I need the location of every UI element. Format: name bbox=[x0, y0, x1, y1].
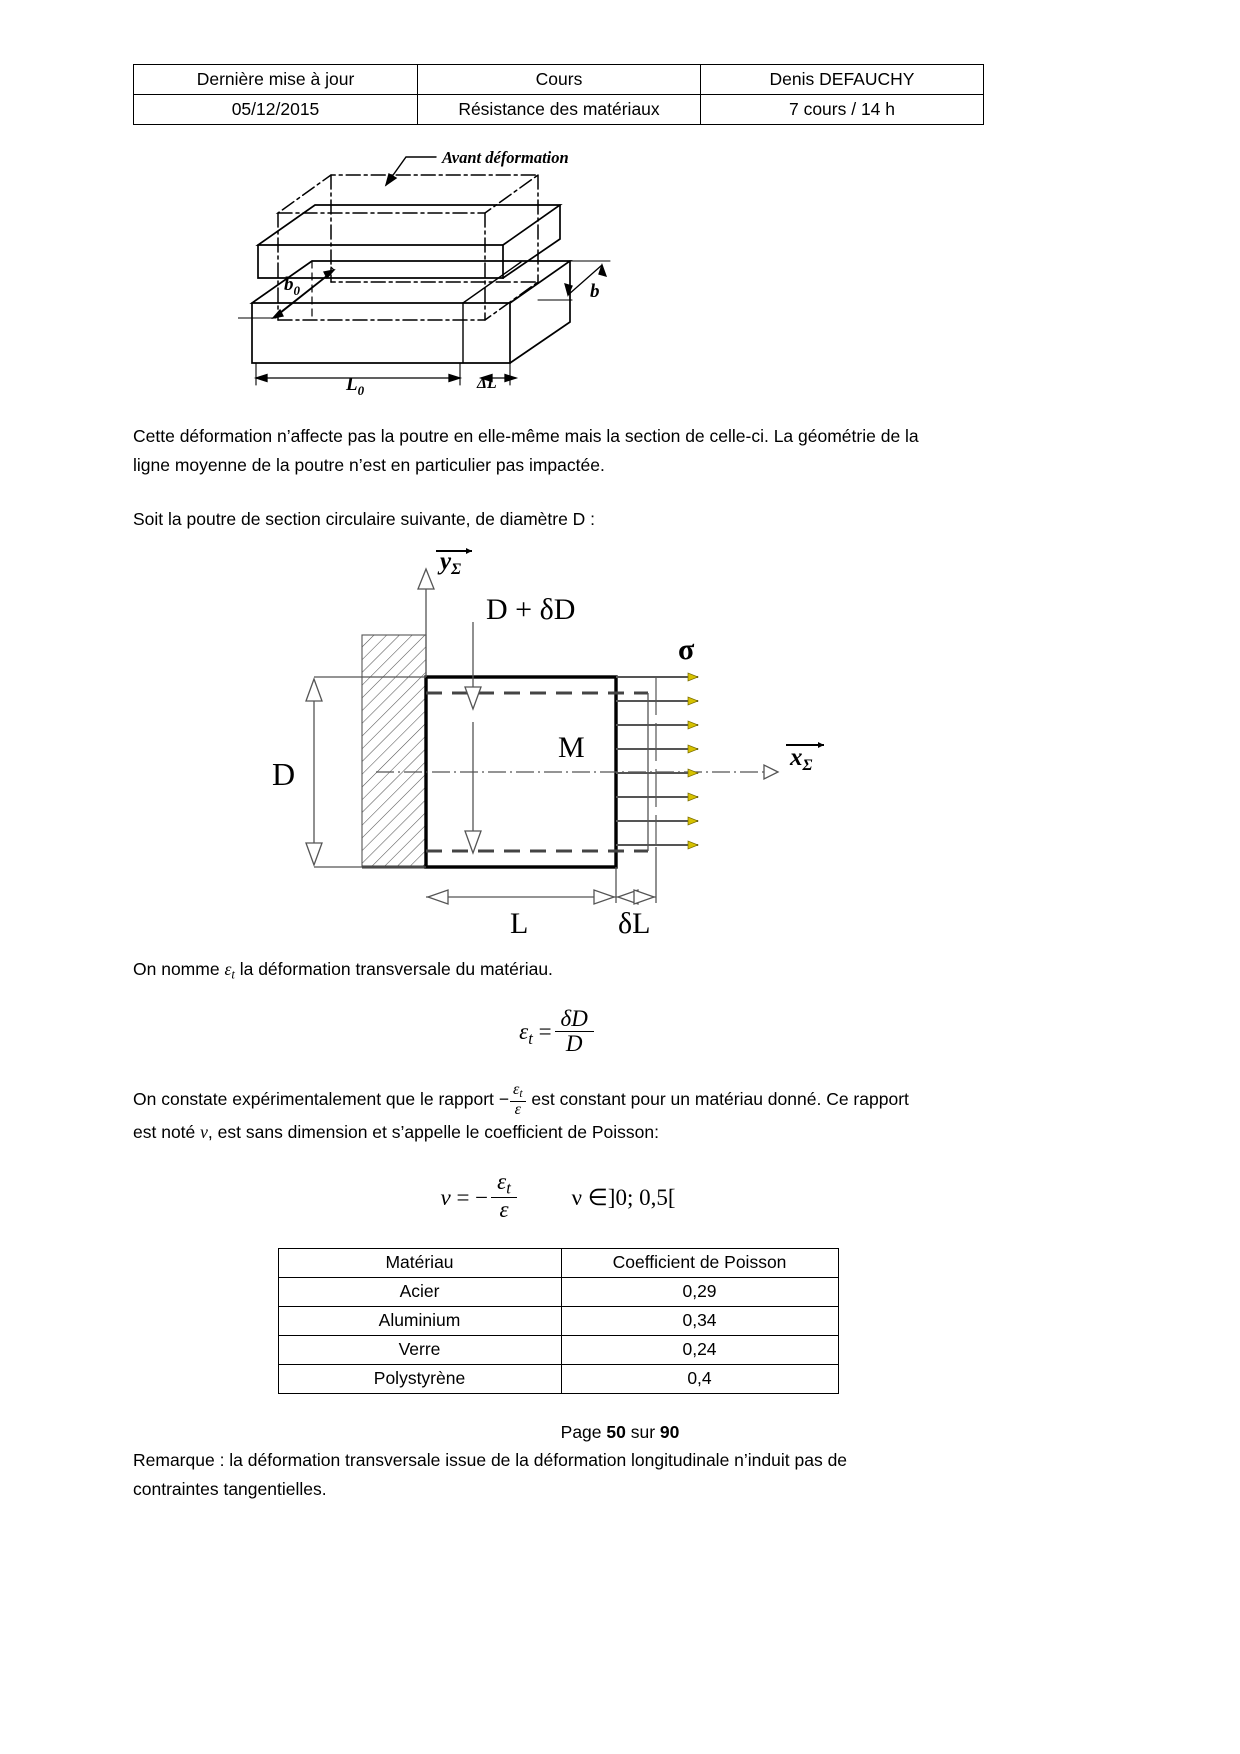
figure2-stress-arrows bbox=[616, 677, 698, 845]
p4-frac-num-eps: ε bbox=[513, 1081, 520, 1099]
figure1-label-L0: $L_0$ bbox=[346, 374, 365, 399]
eq2-lhs: ν bbox=[440, 1185, 451, 1211]
column-header-material: Matériau bbox=[278, 1249, 561, 1278]
header-cell-hours: 7 cours / 14 h bbox=[701, 95, 984, 125]
footer-mid: sur bbox=[625, 1422, 660, 1442]
footer-pre: Page bbox=[560, 1422, 607, 1442]
p4-frac-num-sub: t bbox=[519, 1087, 523, 1101]
cell-coefficient: 0,29 bbox=[561, 1278, 838, 1307]
figure2-label-D-plus-deltaD: D + δD bbox=[486, 593, 576, 627]
paragraph-4-line2-pre: est noté bbox=[133, 1121, 201, 1142]
p4-frac-den: ε bbox=[510, 1101, 526, 1118]
page-content bbox=[133, 64, 983, 1503]
eq1-numerator: δD bbox=[560, 1006, 588, 1032]
material-table-block bbox=[133, 1248, 983, 1394]
paragraph-2: Soit la poutre de section circulaire suivante, de diamètre D : bbox=[133, 508, 596, 529]
paragraph-4-pre: On constate expérimentalement que le rapport − bbox=[133, 1089, 509, 1110]
cell-coefficient: 0,4 bbox=[561, 1365, 838, 1394]
eq2-numerator bbox=[491, 1170, 517, 1197]
eq1-denominator: D bbox=[555, 1031, 594, 1056]
paragraph-5-line-1: Remarque : la déformation transversale issue de la déformation longitudinale n’induit pas de bbox=[133, 1450, 848, 1471]
p4-frac-num bbox=[510, 1082, 526, 1100]
paragraph-3-post: la déformation transversale du matériau. bbox=[234, 959, 553, 980]
header-cell-date: 05/12/2015 bbox=[134, 95, 418, 125]
equation-1-block bbox=[133, 1007, 983, 1056]
figure2-fixed-wall bbox=[362, 635, 426, 867]
header-cell-author: Denis DEFAUCHY bbox=[701, 65, 984, 95]
equation-poisson bbox=[133, 1170, 983, 1222]
figure-1-container bbox=[133, 135, 983, 400]
figure1-label-b: b bbox=[590, 281, 600, 303]
paragraph-4-line-2 bbox=[133, 1118, 983, 1146]
cell-material: Aluminium bbox=[278, 1307, 561, 1336]
figure1-annotation-avant-deformation: Avant déformation bbox=[442, 148, 569, 168]
figure2-label-sigma: σ bbox=[678, 633, 695, 667]
paragraph-1-block bbox=[133, 422, 983, 479]
figure2-label-x-sigma: $x_\Sigma$ bbox=[790, 744, 813, 775]
eq2-equals-minus: = − bbox=[456, 1185, 489, 1211]
paragraph-1-line-2: ligne moyenne de la poutre n’est en particulier pas impactée. bbox=[133, 454, 605, 475]
eq1-equals: = bbox=[538, 1019, 552, 1045]
column-header-coefficient: Coefficient de Poisson bbox=[561, 1249, 838, 1278]
document-header-table bbox=[133, 64, 984, 125]
eq2-num-sub: t bbox=[506, 1178, 511, 1198]
paragraph-4-post: est constant pour un matériau donné. Ce rapport bbox=[526, 1089, 909, 1110]
header-cell-last-update: Dernière mise à jour bbox=[134, 65, 418, 95]
poisson-coefficient-table bbox=[278, 1248, 839, 1394]
footer-page-number: 50 bbox=[606, 1422, 626, 1442]
paragraph-5-block bbox=[133, 1446, 983, 1503]
figure2-label-L: L bbox=[510, 907, 529, 938]
paragraph-4-line2-post: , est sans dimension et s’appelle le coefficient de Poisson: bbox=[207, 1121, 659, 1142]
paragraph-1-line-1: Cette déformation n’affecte pas la poutre en elle-même mais la section de celle-ci. La géométrie de la bbox=[133, 426, 919, 447]
table-row bbox=[134, 95, 984, 125]
paragraph-4-block bbox=[133, 1082, 983, 1146]
paragraph-4-line-1 bbox=[133, 1082, 983, 1117]
table-row bbox=[278, 1307, 838, 1336]
eq1-lhs: ε bbox=[519, 1019, 529, 1045]
epsilon-subscript: t bbox=[231, 967, 235, 982]
paragraph-3-pre: On nomme bbox=[133, 959, 225, 980]
table-row bbox=[278, 1278, 838, 1307]
deformation-box-diagram bbox=[238, 135, 878, 400]
figure2-label-M: M bbox=[558, 731, 585, 765]
paragraph-3 bbox=[133, 955, 983, 985]
table-row bbox=[134, 65, 984, 95]
cell-coefficient: 0,24 bbox=[561, 1336, 838, 1365]
figure-2-container bbox=[133, 547, 983, 937]
header-cell-course: Cours bbox=[418, 65, 701, 95]
cell-material: Acier bbox=[278, 1278, 561, 1307]
paragraph-5-line-2: contraintes tangentielles. bbox=[133, 1478, 327, 1499]
figure2-label-y-sigma: $y_\Sigma$ bbox=[440, 548, 462, 579]
table-row bbox=[278, 1336, 838, 1365]
cell-coefficient: 0,34 bbox=[561, 1307, 838, 1336]
figure2-label-delta-L: δL bbox=[618, 907, 651, 938]
page-footer bbox=[0, 1422, 1240, 1443]
figure1-label-delta-L: ΔL bbox=[477, 375, 497, 393]
paragraph-3-block bbox=[133, 955, 983, 985]
eq1-lhs-subscript: t bbox=[528, 1029, 533, 1048]
equation-epsilon-t bbox=[133, 1007, 983, 1056]
figure1-label-b0: $b_0$ bbox=[284, 274, 300, 299]
table-row bbox=[278, 1365, 838, 1394]
nu-symbol: ν bbox=[200, 1121, 208, 1142]
figure2-x-axis-arrowhead bbox=[764, 765, 778, 779]
eq2-denominator: ε bbox=[491, 1197, 517, 1222]
table-header-row bbox=[278, 1249, 838, 1278]
eq2-num-eps: ε bbox=[497, 1169, 507, 1195]
footer-total-pages: 90 bbox=[659, 1422, 680, 1442]
figure2-label-D: D bbox=[272, 756, 296, 793]
cell-material: Polystyrène bbox=[278, 1365, 561, 1394]
header-cell-subject: Résistance des matériaux bbox=[418, 95, 701, 125]
cell-material: Verre bbox=[278, 1336, 561, 1365]
equation-2-block bbox=[133, 1170, 983, 1222]
circular-section-traction-diagram bbox=[258, 547, 858, 937]
epsilon-symbol: ε bbox=[224, 959, 232, 980]
paragraph-2-block bbox=[133, 505, 983, 533]
eq2-range: ν ∈]0; 0,5[ bbox=[571, 1185, 676, 1211]
figure2-y-axis-arrowhead bbox=[418, 569, 434, 589]
